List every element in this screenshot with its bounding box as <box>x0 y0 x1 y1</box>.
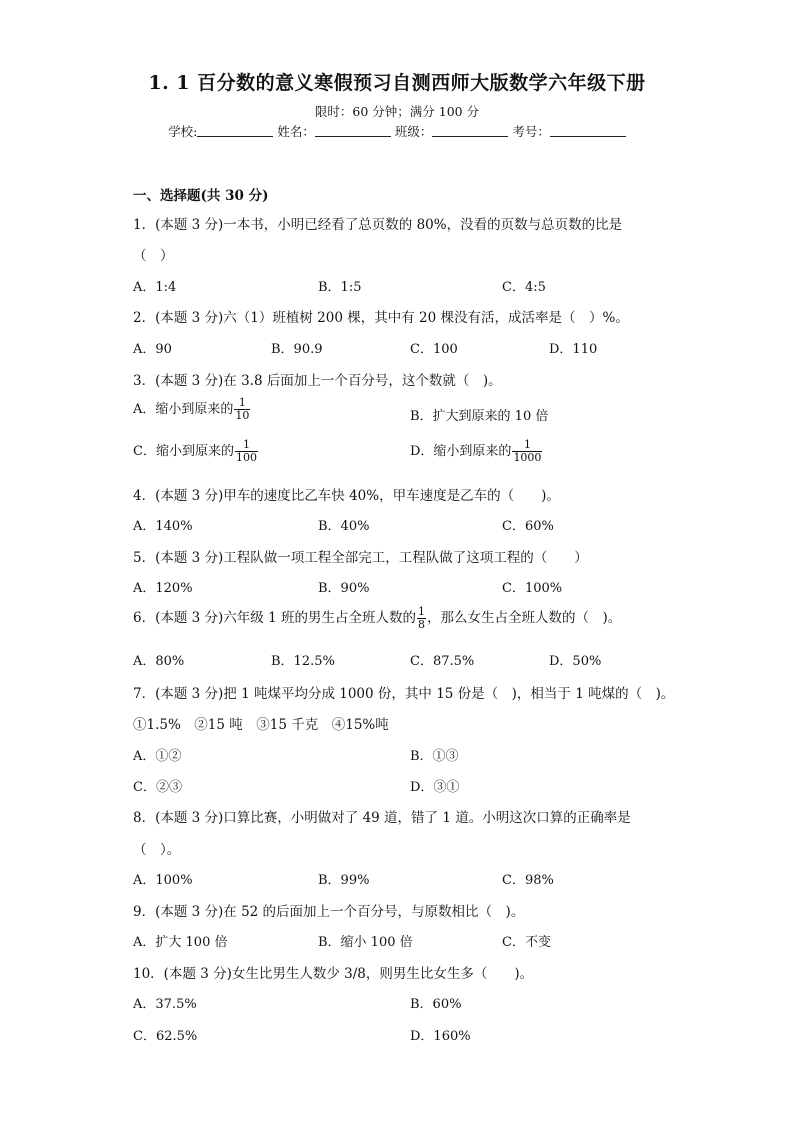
name-label: 姓名： <box>277 124 315 139</box>
q9-option-a[interactable]: A．扩大 100 倍 <box>133 935 228 950</box>
fraction <box>512 439 542 464</box>
page-title: 1. 1 百分数的意义寒假预习自测西师大版数学六年级下册 <box>148 72 646 94</box>
section-title: 一、选择题(共 30 分) <box>133 188 269 204</box>
q10-option-a[interactable]: A．37.5% <box>133 997 197 1012</box>
q7-option-c[interactable]: C．②③ <box>133 780 182 795</box>
q3-option-a-label: A．缩小到原来的 <box>133 402 234 417</box>
q7-option-d[interactable]: D．③① <box>410 780 460 795</box>
question-10-text: 10．(本题 3 分)女生比男生人数少 3/8，则男生比女生多（ )。 <box>133 966 534 982</box>
question-1-cont: （ ） <box>133 248 174 264</box>
q10-option-d[interactable]: D．160% <box>410 1029 471 1044</box>
q4-option-b[interactable]: B．40% <box>318 519 370 534</box>
question-6-text <box>133 606 621 631</box>
fraction-numerator: 1 <box>512 439 542 452</box>
q3-option-d-label: D．缩小到原来的 <box>410 444 512 459</box>
q3-option-d[interactable] <box>410 439 543 464</box>
fraction <box>417 606 426 631</box>
question-2-text: 2．(本题 3 分)六（1）班植树 200 棵，其中有 20 棵没有活，成活率是（ ）%。 <box>133 310 629 326</box>
question-3-text: 3．(本题 3 分)在 3.8 后面加上一个百分号，这个数就（ )。 <box>133 373 502 389</box>
q5-option-a[interactable]: A．120% <box>133 581 193 596</box>
q9-option-b[interactable]: B．缩小 100 倍 <box>318 935 413 950</box>
q2-option-a[interactable]: A．90 <box>133 342 172 357</box>
class-blank[interactable] <box>432 124 508 137</box>
question-1-text: 1．(本题 3 分)一本书，小明已经看了总页数的 80%，没看的页数与总页数的比是 <box>133 217 623 233</box>
q10-option-c[interactable]: C．62.5% <box>133 1029 198 1044</box>
fraction-denominator: 1000 <box>513 451 542 464</box>
fraction-denominator: 100 <box>235 451 257 464</box>
q3-option-b[interactable]: B．扩大到原来的 10 倍 <box>410 409 549 424</box>
time-limit: 限时：60 分钟；满分 100 分 <box>314 104 480 119</box>
question-5-text: 5．(本题 3 分)工程队做一项工程全部完工，工程队做了这项工程的（ ） <box>133 550 588 566</box>
q1-option-c[interactable]: C．4:5 <box>502 280 546 295</box>
q3-option-c-label: C．缩小到原来的 <box>133 444 234 459</box>
q4-option-c[interactable]: C．60% <box>502 519 554 534</box>
name-blank[interactable] <box>315 124 391 137</box>
fraction-numerator: 1 <box>417 605 425 618</box>
q10-option-b[interactable]: B．60% <box>410 997 462 1012</box>
class-label: 班级： <box>394 124 433 139</box>
q2-option-c[interactable]: C．100 <box>410 342 458 357</box>
student-info-row <box>0 122 794 140</box>
q2-option-b[interactable]: B．90.9 <box>271 342 323 357</box>
school-blank[interactable] <box>197 124 273 137</box>
number-blank[interactable] <box>550 124 626 137</box>
q6-option-d[interactable]: D．50% <box>549 654 602 669</box>
fraction <box>235 439 258 464</box>
question-9-text: 9．(本题 3 分)在 52 的后面加上一个百分号，与原数相比（ )。 <box>133 904 525 920</box>
fraction <box>234 397 250 422</box>
q3-option-c[interactable] <box>133 439 259 464</box>
question-6-text-pre: 6．(本题 3 分)六年级 1 班的男生占全班人数的 <box>133 610 416 626</box>
q6-option-b[interactable]: B．12.5% <box>271 654 335 669</box>
q5-option-c[interactable]: C．100% <box>502 581 563 596</box>
q6-option-c[interactable]: C．87.5% <box>410 654 475 669</box>
number-label: 考号： <box>512 124 550 139</box>
q1-option-b[interactable]: B．1:5 <box>318 280 362 295</box>
fraction-numerator: 1 <box>235 439 258 452</box>
q6-option-a[interactable]: A．80% <box>133 654 185 669</box>
q7-option-a[interactable]: A．①② <box>133 749 182 764</box>
question-4-text: 4．(本题 3 分)甲车的速度比乙车快 40%，甲车速度是乙车的（ )。 <box>133 488 560 504</box>
q4-option-a[interactable]: A．140% <box>133 519 193 534</box>
fraction-denominator: 8 <box>417 618 425 631</box>
q7-option-b[interactable]: B．①③ <box>410 749 459 764</box>
fraction-denominator: 10 <box>235 409 250 422</box>
question-8-text: 8．(本题 3 分)口算比赛，小明做对了 49 道，错了 1 道。小明这次口算的正确率是 <box>133 810 631 826</box>
q2-option-d[interactable]: D．110 <box>549 342 598 357</box>
question-7-items: ①1.5% ②15 吨 ③15 千克 ④15%吨 <box>133 717 389 733</box>
question-7-text: 7．(本题 3 分)把 1 吨煤平均分成 1000 份，其中 15 份是（ )，相当于 1 吨煤的（ )。 <box>133 686 675 702</box>
school-label: 学校: <box>168 124 198 139</box>
q3-option-a[interactable] <box>133 397 251 422</box>
q1-option-a[interactable]: A．1:4 <box>133 280 177 295</box>
q8-option-a[interactable]: A．100% <box>133 873 193 888</box>
q5-option-b[interactable]: B．90% <box>318 581 370 596</box>
q8-option-b[interactable]: B．99% <box>318 873 370 888</box>
question-6-text-post: ，那么女生占全班人数的（ )。 <box>426 610 622 626</box>
question-8-cont: （ ）。 <box>133 842 181 858</box>
q9-option-c[interactable]: C．不变 <box>502 935 551 950</box>
q8-option-c[interactable]: C．98% <box>502 873 554 888</box>
fraction-numerator: 1 <box>234 397 250 410</box>
